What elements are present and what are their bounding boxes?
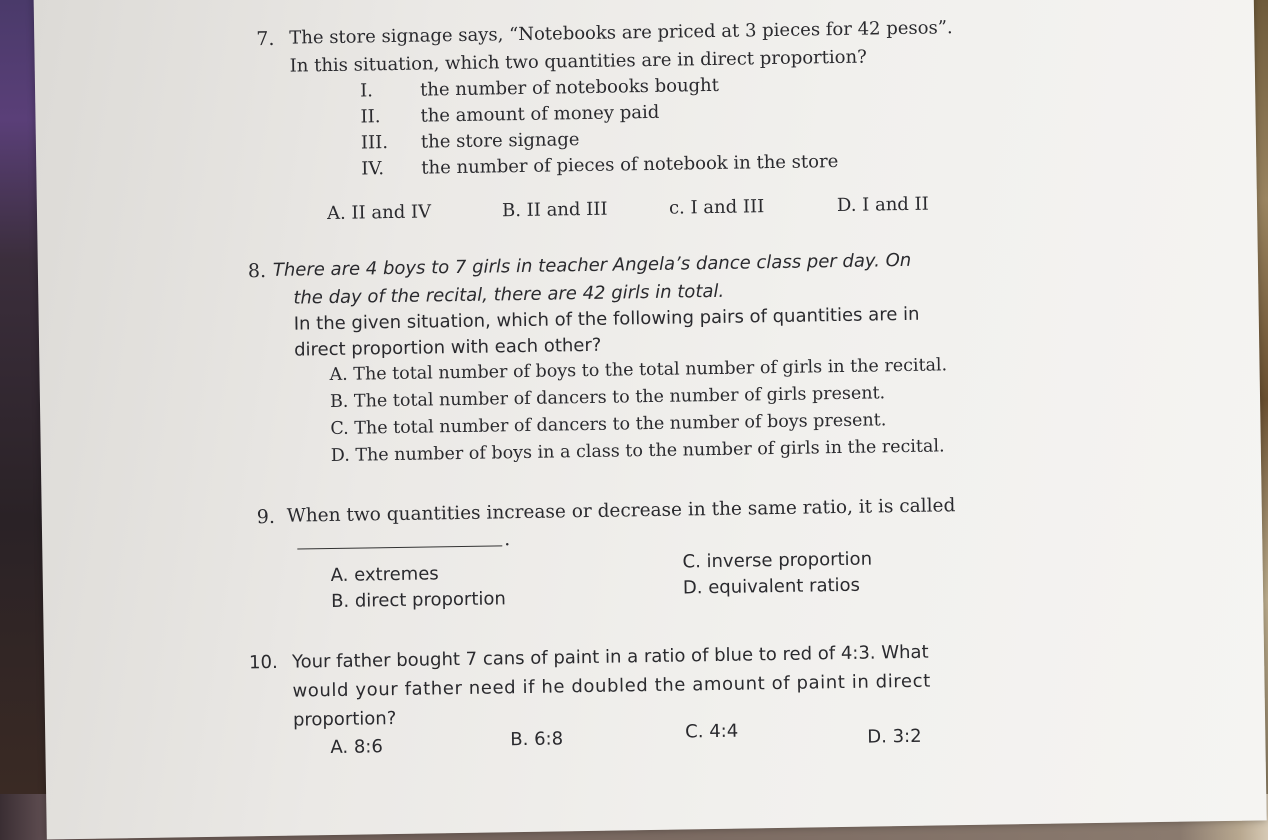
question-number: 9. xyxy=(256,505,276,529)
choice-d[interactable]: D. 3:2 xyxy=(867,725,922,748)
choice-a[interactable]: A. 8:6 xyxy=(330,736,384,759)
choice-c[interactable]: C. The total number of dancers to the number of boys present. xyxy=(330,410,887,440)
choice-d[interactable]: D. equivalent ratios xyxy=(682,574,861,599)
blank-period: . xyxy=(503,528,511,551)
item-text: the number of notebooks bought xyxy=(419,74,720,101)
question-number: 8. xyxy=(247,260,267,283)
item-number: II. xyxy=(360,106,381,128)
question-text: There are 4 boys to 7 girls in teacher Angela’s dance class per day. On xyxy=(272,249,912,281)
worksheet-paper xyxy=(33,0,1266,840)
question-text: direct proportion with each other? xyxy=(294,334,602,361)
choice-b[interactable]: B. II and III xyxy=(501,198,608,222)
question-number: 7. xyxy=(256,27,275,51)
choice-c[interactable]: C. 4:4 xyxy=(685,720,739,743)
question-text: Your father bought 7 cans of paint in a ratio of blue to red of 4:3. What xyxy=(291,641,929,673)
choice-c[interactable]: c. I and III xyxy=(668,196,765,219)
question-text: The store signage says, “Notebooks are priced at 3 pieces for 42 pesos”. xyxy=(289,17,953,49)
question-text: In this situation, which two quantities are in direct proportion? xyxy=(289,46,867,77)
question-number: 10. xyxy=(248,651,278,674)
choice-b[interactable]: B. The total number of dancers to the number of girls present. xyxy=(329,383,886,413)
choice-b[interactable]: B. direct proportion xyxy=(330,588,507,613)
choice-d[interactable]: D. The number of boys in a class to the number of girls in the recital. xyxy=(330,436,945,467)
choice-a[interactable]: A. II and IV xyxy=(326,201,432,225)
question-text: proportion? xyxy=(292,708,397,731)
question-text: would your father need if he doubled the amount of paint in direct xyxy=(292,670,931,702)
item-number: IV. xyxy=(361,158,385,180)
item-text: the amount of money paid xyxy=(420,101,660,127)
item-text: the store signage xyxy=(420,129,580,153)
question-text: In the given situation, which of the following pairs of quantities are in xyxy=(293,303,920,335)
choice-d[interactable]: D. I and II xyxy=(836,193,929,217)
question-text: When two quantities increase or decrease in the same ratio, it is called xyxy=(286,495,956,527)
item-number: I. xyxy=(359,80,374,102)
choice-a[interactable]: A. extremes xyxy=(330,563,439,587)
choice-c[interactable]: C. inverse proportion xyxy=(682,548,873,573)
item-text: the number of pieces of notebook in the store xyxy=(421,151,839,179)
choice-b[interactable]: B. 6:8 xyxy=(510,728,564,751)
answer-blank[interactable] xyxy=(297,545,502,549)
choice-a[interactable]: A. The total number of boys to the total number of girls in the recital. xyxy=(329,355,948,386)
item-number: III. xyxy=(360,132,389,154)
question-text: the day of the recital, there are 42 girls in total. xyxy=(293,280,725,309)
